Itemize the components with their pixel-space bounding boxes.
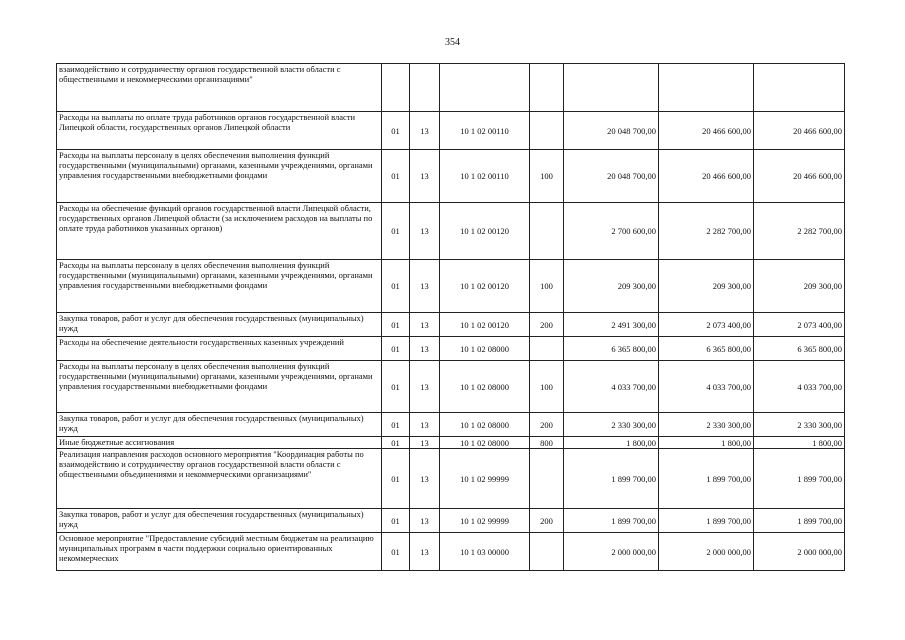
cell-amount-year-1: 4 033 700,00 bbox=[564, 361, 659, 413]
cell-amount-year-2: 1 899 700,00 bbox=[659, 449, 754, 509]
cell-subsection: 13 bbox=[410, 509, 440, 533]
cell-amount-year-3: 2 282 700,00 bbox=[754, 203, 845, 260]
cell-expense-type: 800 bbox=[530, 437, 564, 449]
cell-amount-year-2: 1 800,00 bbox=[659, 437, 754, 449]
table-row bbox=[57, 337, 845, 361]
cell-subsection: 13 bbox=[410, 413, 440, 437]
cell-expense-type: 100 bbox=[530, 150, 564, 203]
cell-expense-type: 100 bbox=[530, 260, 564, 313]
cell-section: 01 bbox=[382, 361, 410, 413]
cell-section: 01 bbox=[382, 337, 410, 361]
cell-amount-year-3: 4 033 700,00 bbox=[754, 361, 845, 413]
row-name: Реализация направления расходов основного мероприятия "Координация работы по взаимодействию и сотрудничеству органов государственной власти области с общественными объединениями и некоммерческими организациями" bbox=[57, 449, 382, 509]
cell-amount-year-1: 2 000 000,00 bbox=[564, 533, 659, 571]
cell-section: 01 bbox=[382, 533, 410, 571]
cell-amount-year-1: 1 899 700,00 bbox=[564, 449, 659, 509]
page-number: 354 bbox=[445, 37, 460, 48]
cell-target-article: 10 1 02 08000 bbox=[440, 413, 530, 437]
cell-subsection: 13 bbox=[410, 437, 440, 449]
cell-section: 01 bbox=[382, 509, 410, 533]
cell-target-article: 10 1 02 08000 bbox=[440, 361, 530, 413]
cell-amount-year-1: 1 800,00 bbox=[564, 437, 659, 449]
row-name: Расходы на выплаты персоналу в целях обеспечения выполнения функций государственными (муниципальными) органами, казенными учреждениями, органами управления государственными внебюджетными фондами bbox=[57, 150, 382, 203]
cell-subsection: 13 bbox=[410, 337, 440, 361]
cell-amount-year-1: 209 300,00 bbox=[564, 260, 659, 313]
cell-section: 01 bbox=[382, 260, 410, 313]
table-row bbox=[57, 413, 845, 437]
row-name: Иные бюджетные ассигнования bbox=[57, 437, 382, 449]
cell-amount-year-2: 6 365 800,00 bbox=[659, 337, 754, 361]
cell-subsection: 13 bbox=[410, 449, 440, 509]
cell-target-article: 10 1 02 00110 bbox=[440, 150, 530, 203]
cell-subsection: 13 bbox=[410, 112, 440, 150]
row-name: Закупка товаров, работ и услуг для обеспечения государственных (муниципальных) нужд bbox=[57, 413, 382, 437]
cell-amount-year-3: 1 800,00 bbox=[754, 437, 845, 449]
cell-amount-year-1: 20 048 700,00 bbox=[564, 112, 659, 150]
cell-section: 01 bbox=[382, 437, 410, 449]
row-name: Расходы на выплаты по оплате труда работников органов государственной власти Липецкой области, государственных органов Липецкой области bbox=[57, 112, 382, 150]
row-name: взаимодействию и сотрудничеству органов государственной власти области с общественными и некоммерческими организациями" bbox=[57, 64, 382, 112]
cell-target-article: 10 1 02 00110 bbox=[440, 112, 530, 150]
cell-expense-type: 100 bbox=[530, 361, 564, 413]
cell-target-article bbox=[440, 64, 530, 112]
cell-amount-year-1: 2 330 300,00 bbox=[564, 413, 659, 437]
cell-subsection: 13 bbox=[410, 260, 440, 313]
cell-amount-year-2: 20 466 600,00 bbox=[659, 112, 754, 150]
cell-amount-year-2 bbox=[659, 64, 754, 112]
cell-amount-year-3: 1 899 700,00 bbox=[754, 449, 845, 509]
cell-target-article: 10 1 02 00120 bbox=[440, 260, 530, 313]
cell-amount-year-3: 20 466 600,00 bbox=[754, 150, 845, 203]
table-row bbox=[57, 509, 845, 533]
cell-amount-year-3: 20 466 600,00 bbox=[754, 112, 845, 150]
budget-table bbox=[56, 63, 845, 571]
cell-amount-year-3: 2 330 300,00 bbox=[754, 413, 845, 437]
cell-amount-year-3: 6 365 800,00 bbox=[754, 337, 845, 361]
cell-expense-type bbox=[530, 449, 564, 509]
cell-subsection: 13 bbox=[410, 150, 440, 203]
cell-amount-year-3: 1 899 700,00 bbox=[754, 509, 845, 533]
cell-amount-year-2: 1 899 700,00 bbox=[659, 509, 754, 533]
row-name: Расходы на выплаты персоналу в целях обеспечения выполнения функций государственными (муниципальными) органами, казенными учреждениями, органами управления государственными внебюджетными фондами bbox=[57, 260, 382, 313]
cell-amount-year-2: 2 073 400,00 bbox=[659, 313, 754, 337]
cell-target-article: 10 1 02 99999 bbox=[440, 509, 530, 533]
table-row bbox=[57, 449, 845, 509]
cell-amount-year-3 bbox=[754, 64, 845, 112]
cell-target-article: 10 1 02 08000 bbox=[440, 337, 530, 361]
cell-amount-year-1 bbox=[564, 64, 659, 112]
cell-expense-type bbox=[530, 337, 564, 361]
cell-target-article: 10 1 02 00120 bbox=[440, 313, 530, 337]
cell-amount-year-2: 4 033 700,00 bbox=[659, 361, 754, 413]
cell-amount-year-3: 2 073 400,00 bbox=[754, 313, 845, 337]
cell-section: 01 bbox=[382, 112, 410, 150]
cell-target-article: 10 1 02 99999 bbox=[440, 449, 530, 509]
cell-section: 01 bbox=[382, 449, 410, 509]
cell-amount-year-2: 2 282 700,00 bbox=[659, 203, 754, 260]
cell-expense-type: 200 bbox=[530, 313, 564, 337]
cell-amount-year-1: 2 700 600,00 bbox=[564, 203, 659, 260]
cell-section: 01 bbox=[382, 313, 410, 337]
cell-amount-year-3: 2 000 000,00 bbox=[754, 533, 845, 571]
cell-amount-year-1: 1 899 700,00 bbox=[564, 509, 659, 533]
table-row bbox=[57, 112, 845, 150]
cell-subsection: 13 bbox=[410, 361, 440, 413]
table-row bbox=[57, 533, 845, 571]
cell-amount-year-2: 2 330 300,00 bbox=[659, 413, 754, 437]
cell-target-article: 10 1 03 00000 bbox=[440, 533, 530, 571]
cell-amount-year-2: 209 300,00 bbox=[659, 260, 754, 313]
table-row bbox=[57, 203, 845, 260]
row-name: Расходы на выплаты персоналу в целях обеспечения выполнения функций государственными (муниципальными) органами, казенными учреждениями, органами управления государственными внебюджетными фондами bbox=[57, 361, 382, 413]
cell-subsection bbox=[410, 64, 440, 112]
cell-section: 01 bbox=[382, 203, 410, 260]
cell-expense-type bbox=[530, 203, 564, 260]
row-name: Закупка товаров, работ и услуг для обеспечения государственных (муниципальных) нужд bbox=[57, 509, 382, 533]
cell-target-article: 10 1 02 08000 bbox=[440, 437, 530, 449]
cell-subsection: 13 bbox=[410, 533, 440, 571]
cell-section: 01 bbox=[382, 413, 410, 437]
cell-expense-type: 200 bbox=[530, 413, 564, 437]
cell-amount-year-1: 2 491 300,00 bbox=[564, 313, 659, 337]
cell-subsection: 13 bbox=[410, 313, 440, 337]
cell-expense-type: 200 bbox=[530, 509, 564, 533]
table-row bbox=[57, 150, 845, 203]
row-name: Расходы на обеспечение деятельности государственных казенных учреждений bbox=[57, 337, 382, 361]
cell-expense-type bbox=[530, 64, 564, 112]
cell-amount-year-3: 209 300,00 bbox=[754, 260, 845, 313]
cell-section bbox=[382, 64, 410, 112]
table-row bbox=[57, 361, 845, 413]
cell-subsection: 13 bbox=[410, 203, 440, 260]
cell-amount-year-1: 20 048 700,00 bbox=[564, 150, 659, 203]
cell-amount-year-2: 20 466 600,00 bbox=[659, 150, 754, 203]
cell-expense-type bbox=[530, 533, 564, 571]
cell-target-article: 10 1 02 00120 bbox=[440, 203, 530, 260]
cell-expense-type bbox=[530, 112, 564, 150]
table-row bbox=[57, 437, 845, 449]
cell-amount-year-2: 2 000 000,00 bbox=[659, 533, 754, 571]
cell-section: 01 bbox=[382, 150, 410, 203]
row-name: Расходы на обеспечение функций органов государственной власти Липецкой области, государственных органов Липецкой области (за исключением расходов на выплаты по оплате труда работников указанных органов) bbox=[57, 203, 382, 260]
table-row bbox=[57, 64, 845, 112]
table-row bbox=[57, 260, 845, 313]
row-name: Основное мероприятие "Предоставление субсидий местным бюджетам на реализацию муниципальных программ в части поддержки социально ориентированных некоммерческих bbox=[57, 533, 382, 571]
row-name: Закупка товаров, работ и услуг для обеспечения государственных (муниципальных) нужд bbox=[57, 313, 382, 337]
table-row bbox=[57, 313, 845, 337]
cell-amount-year-1: 6 365 800,00 bbox=[564, 337, 659, 361]
